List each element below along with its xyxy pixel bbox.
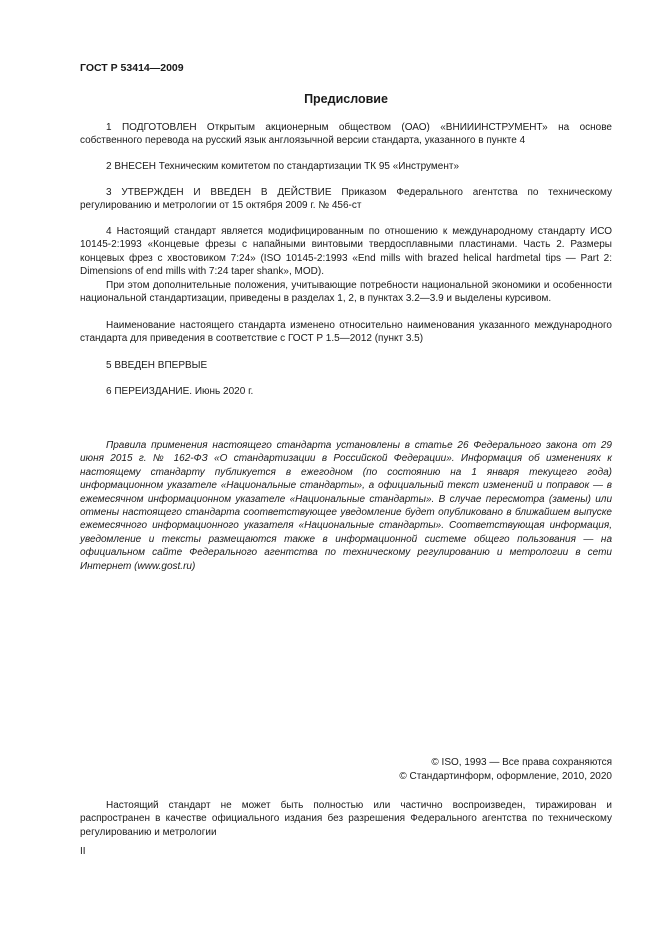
reproduction-notice: Настоящий стандарт не может быть полностью или частично воспроизведен, тиражирован и распространен в качестве официального издания без разрешения Федерального агентства по техническому регулированию и метрологии [80,800,612,838]
item-additions: При этом дополнительные положения, учитывающие потребности национальной экономики и особенности национальной стандартизации, приведены в разделах 1, 2, в пунктах 3.2—3.9 и выделены курсивом. [80,280,612,305]
page-number: II [80,846,86,857]
item-first-introduced: 5 ВВЕДЕН ВПЕРВЫЕ [106,360,208,371]
item-approved: 3 УТВЕРЖДЕН И ВВЕДЕН В ДЕЙСТВИЕ Приказом Федерального агентства по техническому регулированию и метрологии от 15 октября 2009 г. № 456-ст [80,187,612,212]
usage-notice: Правила применения настоящего стандарта установлены в статье 26 Федерального закона от 29 июня 2015 г. № 162-ФЗ «О стандартизации в Российской Федерации». Информация об изменениях к настоящему стандарту публикуется в ежегодном (по состоянию на 1 января текущего года) информационном указателе «Национальные стандарты», а официальный текст изменений и поправок — в ежемесячном информационном указателе «Национальные стандарты». В случае пересмотра (замены) или отмены настоящего стандарта соответствующее уведомление будет опубликовано в ближайшем выпуске ежемесячного информационного указателя «Национальные стандарты». Соответствующая информация, уведомление и тексты размещаются также в информационной системе общего пользования — на официальном сайте Федерального агентства по техническому регулированию и метрологии в сети Интернет (www.gost.ru) [80,440,612,572]
item-reissue: 6 ПЕРЕИЗДАНИЕ. Июнь 2020 г. [106,386,254,397]
item-modified: 4 Настоящий стандарт является модифицированным по отношению к международному стандарту ИСО 10145-2:1993 «Концевые фрезы с напайными винтовыми твердосплавными пластинами. Часть 2. Размеры концевых фрез с хвостовиком 7:24» (ISO 10145-2:1993 «End mills with brazed helical hardmetal tips — Part 2: Dimensions of end mills with 7:24 taper shank», MOD). [80,226,612,278]
item-name-change: Наименование настоящего стандарта изменено относительно наименования указанного международного стандарта для приведения в соответствие с ГОСТ Р 1.5—2012 (пункт 3.5) [80,320,612,345]
document-code: ГОСТ Р 53414—2009 [80,62,184,74]
copyright-standartinform: © Стандартинформ, оформление, 2010, 2020 [399,771,612,782]
item-prepared: 1 ПОДГОТОВЛЕН Открытым акционерным обществом (ОАО) «ВНИИИНСТРУМЕНТ» на основе собственного перевода на русский язык англоязычной версии стандарта, указанного в пункте 4 [80,122,612,147]
item-introduced: 2 ВНЕСЕН Техническим комитетом по стандартизации ТК 95 «Инструмент» [106,161,460,172]
page-title: Предисловие [304,92,388,106]
copyright-iso: © ISO, 1993 — Все права сохраняются [431,757,612,768]
